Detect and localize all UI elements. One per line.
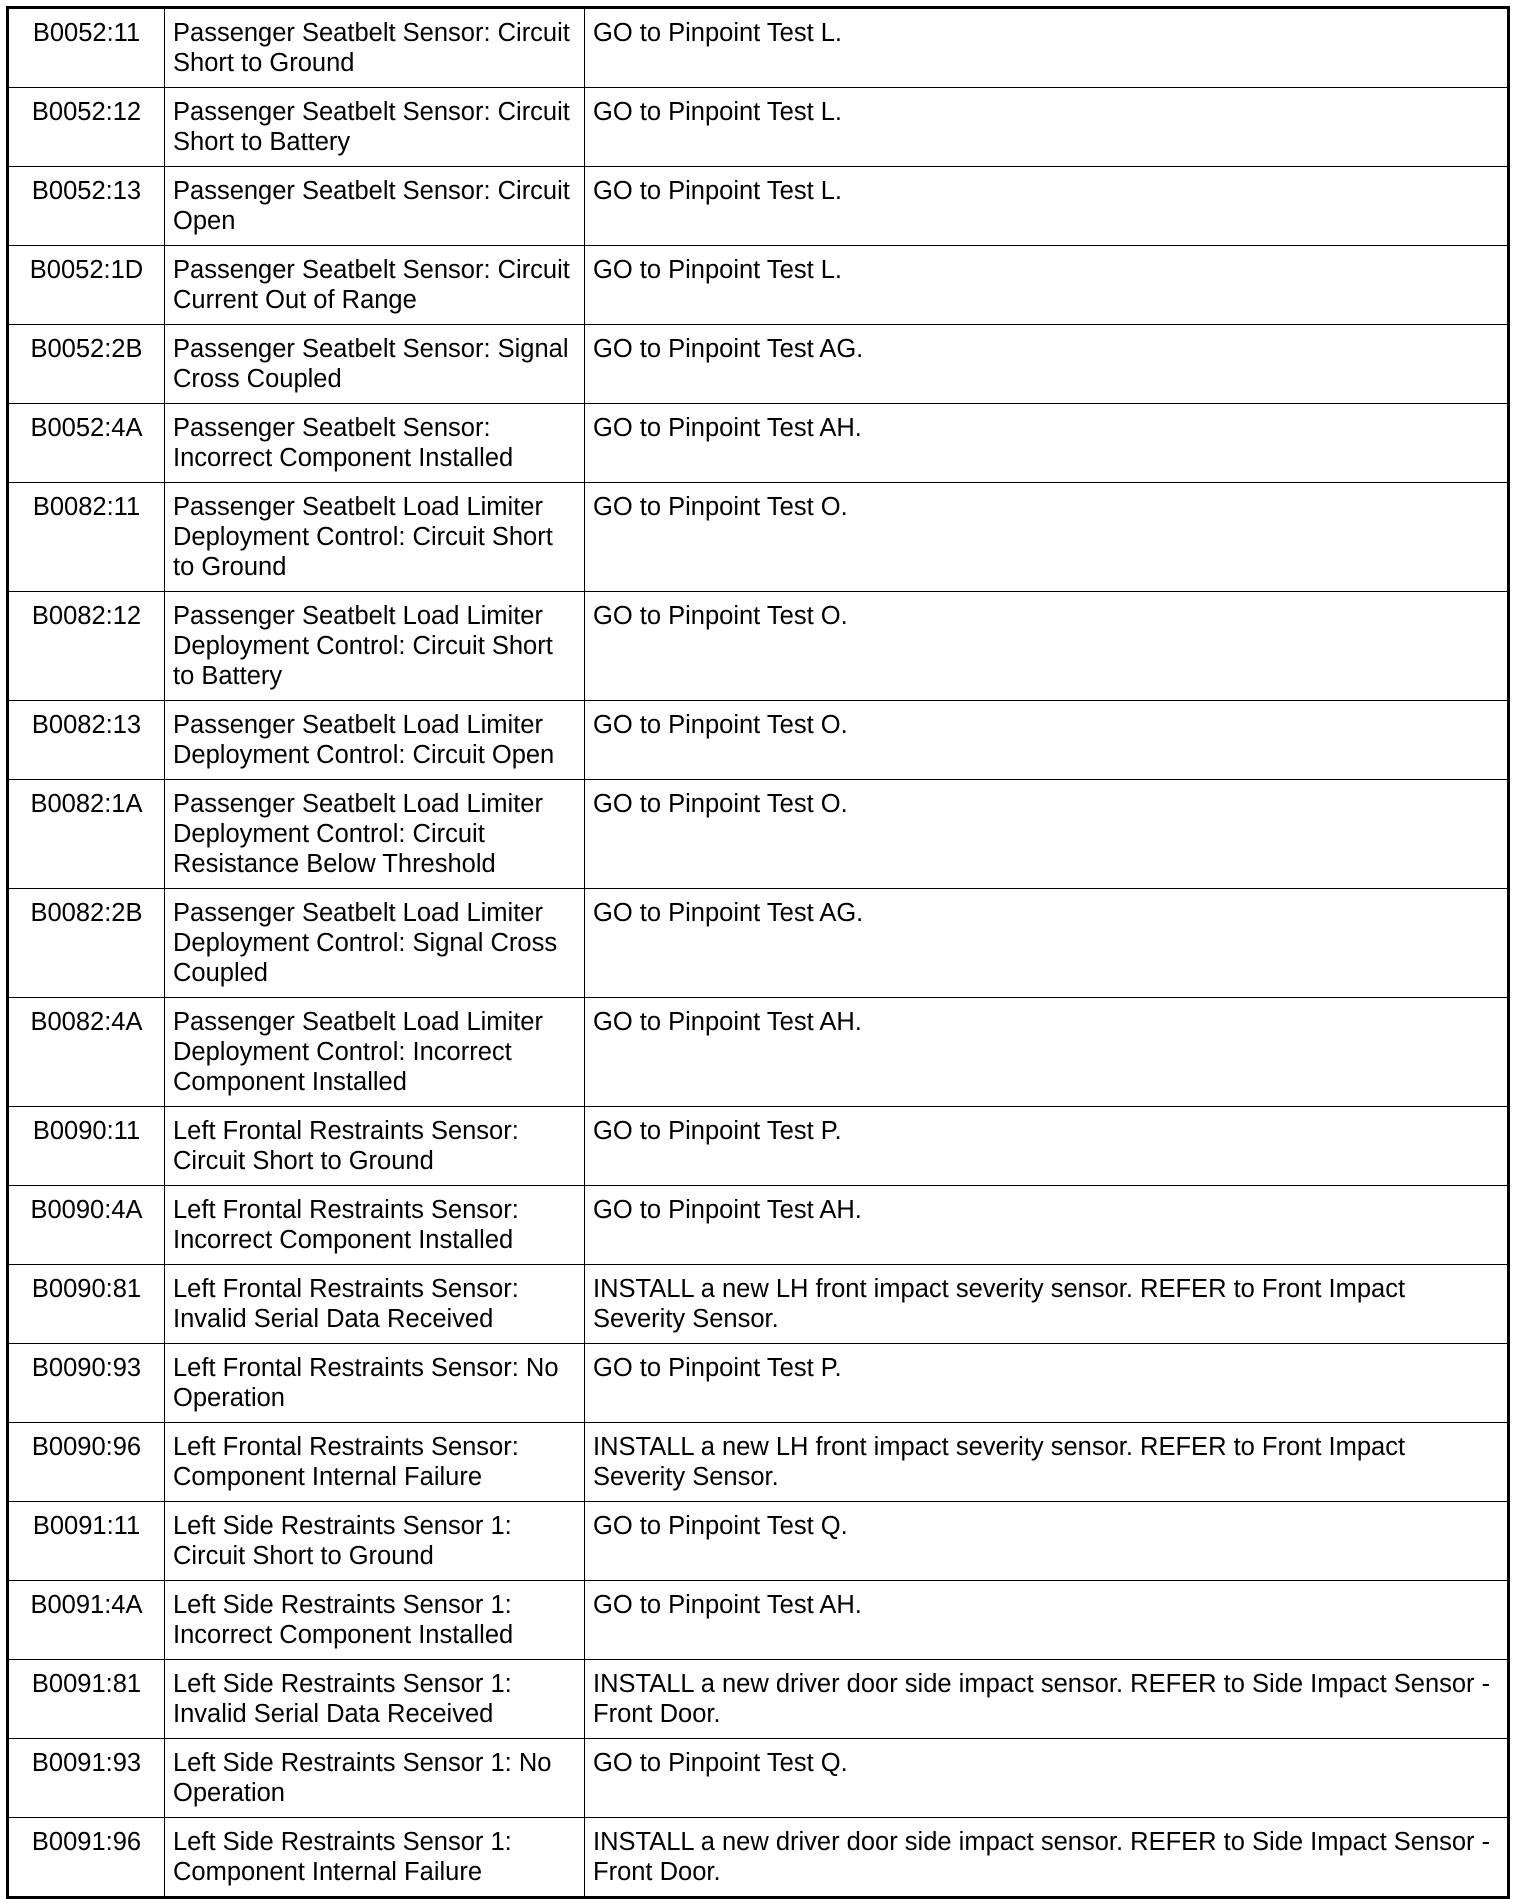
dtc-description-cell: Passenger Seatbelt Load Limiter Deployment Control: Circuit Short to Battery <box>165 592 585 701</box>
dtc-action-cell: GO to Pinpoint Test AH. <box>585 1186 1509 1265</box>
dtc-action-cell: GO to Pinpoint Test O. <box>585 592 1509 701</box>
dtc-code-cell: B0082:11 <box>8 483 165 592</box>
dtc-table-body <box>8 8 1509 1898</box>
dtc-description-cell: Left Frontal Restraints Sensor: Incorrect Component Installed <box>165 1186 585 1265</box>
table-row <box>8 889 1509 998</box>
dtc-action-cell: GO to Pinpoint Test AH. <box>585 404 1509 483</box>
table-row <box>8 1265 1509 1344</box>
dtc-code-cell: B0091:93 <box>8 1739 165 1818</box>
table-row <box>8 701 1509 780</box>
dtc-action-cell: INSTALL a new driver door side impact sensor. REFER to Side Impact Sensor - Front Door. <box>585 1818 1509 1898</box>
dtc-code-cell: B0091:81 <box>8 1660 165 1739</box>
dtc-action-cell: INSTALL a new LH front impact severity sensor. REFER to Front Impact Severity Sensor. <box>585 1423 1509 1502</box>
dtc-code-cell: B0052:2B <box>8 325 165 404</box>
dtc-code-cell: B0052:4A <box>8 404 165 483</box>
dtc-code-cell: B0090:4A <box>8 1186 165 1265</box>
dtc-code-cell: B0090:93 <box>8 1344 165 1423</box>
dtc-action-cell: GO to Pinpoint Test AG. <box>585 889 1509 998</box>
table-row <box>8 8 1509 88</box>
dtc-description-cell: Passenger Seatbelt Load Limiter Deployment Control: Circuit Open <box>165 701 585 780</box>
dtc-action-cell: GO to Pinpoint Test O. <box>585 701 1509 780</box>
dtc-action-cell: GO to Pinpoint Test L. <box>585 88 1509 167</box>
table-row <box>8 1502 1509 1581</box>
dtc-action-cell: GO to Pinpoint Test L. <box>585 8 1509 88</box>
table-row <box>8 325 1509 404</box>
dtc-code-cell: B0090:96 <box>8 1423 165 1502</box>
dtc-description-cell: Passenger Seatbelt Sensor: Circuit Short to Ground <box>165 8 585 88</box>
table-row <box>8 592 1509 701</box>
table-row <box>8 998 1509 1107</box>
table-row <box>8 1581 1509 1660</box>
dtc-action-cell: GO to Pinpoint Test L. <box>585 246 1509 325</box>
dtc-action-cell: INSTALL a new driver door side impact sensor. REFER to Side Impact Sensor - Front Door. <box>585 1660 1509 1739</box>
dtc-code-cell: B0052:12 <box>8 88 165 167</box>
dtc-action-cell: GO to Pinpoint Test AH. <box>585 998 1509 1107</box>
dtc-description-cell: Left Side Restraints Sensor 1: Component Internal Failure <box>165 1818 585 1898</box>
dtc-action-cell: GO to Pinpoint Test L. <box>585 167 1509 246</box>
dtc-action-cell: GO to Pinpoint Test Q. <box>585 1739 1509 1818</box>
table-row <box>8 1344 1509 1423</box>
dtc-action-cell: GO to Pinpoint Test AH. <box>585 1581 1509 1660</box>
dtc-code-cell: B0090:81 <box>8 1265 165 1344</box>
dtc-description-cell: Passenger Seatbelt Load Limiter Deployment Control: Signal Cross Coupled <box>165 889 585 998</box>
dtc-code-cell: B0091:96 <box>8 1818 165 1898</box>
dtc-code-cell: B0090:11 <box>8 1107 165 1186</box>
dtc-action-cell: INSTALL a new LH front impact severity sensor. REFER to Front Impact Severity Sensor. <box>585 1265 1509 1344</box>
dtc-table-page <box>6 6 1510 1899</box>
table-row <box>8 1660 1509 1739</box>
dtc-action-cell: GO to Pinpoint Test O. <box>585 780 1509 889</box>
dtc-description-cell: Left Side Restraints Sensor 1: Circuit Short to Ground <box>165 1502 585 1581</box>
table-row <box>8 1818 1509 1898</box>
dtc-description-cell: Left Frontal Restraints Sensor: Component Internal Failure <box>165 1423 585 1502</box>
table-row <box>8 483 1509 592</box>
dtc-description-cell: Left Side Restraints Sensor 1: Incorrect Component Installed <box>165 1581 585 1660</box>
dtc-description-cell: Passenger Seatbelt Sensor: Circuit Current Out of Range <box>165 246 585 325</box>
dtc-action-cell: GO to Pinpoint Test Q. <box>585 1502 1509 1581</box>
table-row <box>8 780 1509 889</box>
dtc-description-cell: Left Frontal Restraints Sensor: Circuit Short to Ground <box>165 1107 585 1186</box>
dtc-description-cell: Left Frontal Restraints Sensor: Invalid Serial Data Received <box>165 1265 585 1344</box>
dtc-code-cell: B0082:2B <box>8 889 165 998</box>
dtc-description-cell: Passenger Seatbelt Load Limiter Deployment Control: Incorrect Component Installed <box>165 998 585 1107</box>
dtc-code-cell: B0082:12 <box>8 592 165 701</box>
dtc-code-cell: B0082:1A <box>8 780 165 889</box>
dtc-action-cell: GO to Pinpoint Test P. <box>585 1344 1509 1423</box>
dtc-table <box>6 6 1510 1899</box>
table-row <box>8 1423 1509 1502</box>
dtc-action-cell: GO to Pinpoint Test P. <box>585 1107 1509 1186</box>
table-row <box>8 404 1509 483</box>
dtc-code-cell: B0082:4A <box>8 998 165 1107</box>
dtc-description-cell: Passenger Seatbelt Sensor: Signal Cross Coupled <box>165 325 585 404</box>
dtc-description-cell: Left Frontal Restraints Sensor: No Operation <box>165 1344 585 1423</box>
dtc-description-cell: Passenger Seatbelt Sensor: Circuit Open <box>165 167 585 246</box>
table-row <box>8 1107 1509 1186</box>
dtc-description-cell: Left Side Restraints Sensor 1: No Operation <box>165 1739 585 1818</box>
dtc-action-cell: GO to Pinpoint Test AG. <box>585 325 1509 404</box>
table-row <box>8 1186 1509 1265</box>
dtc-description-cell: Passenger Seatbelt Sensor: Circuit Short to Battery <box>165 88 585 167</box>
dtc-code-cell: B0082:13 <box>8 701 165 780</box>
dtc-description-cell: Passenger Seatbelt Load Limiter Deployment Control: Circuit Short to Ground <box>165 483 585 592</box>
table-row <box>8 246 1509 325</box>
dtc-code-cell: B0052:1D <box>8 246 165 325</box>
dtc-code-cell: B0052:11 <box>8 8 165 88</box>
dtc-code-cell: B0091:4A <box>8 1581 165 1660</box>
dtc-code-cell: B0091:11 <box>8 1502 165 1581</box>
table-row <box>8 1739 1509 1818</box>
dtc-description-cell: Passenger Seatbelt Load Limiter Deployment Control: Circuit Resistance Below Threshold <box>165 780 585 889</box>
dtc-code-cell: B0052:13 <box>8 167 165 246</box>
table-row <box>8 88 1509 167</box>
dtc-action-cell: GO to Pinpoint Test O. <box>585 483 1509 592</box>
dtc-description-cell: Left Side Restraints Sensor 1: Invalid Serial Data Received <box>165 1660 585 1739</box>
table-row <box>8 167 1509 246</box>
dtc-description-cell: Passenger Seatbelt Sensor: Incorrect Component Installed <box>165 404 585 483</box>
